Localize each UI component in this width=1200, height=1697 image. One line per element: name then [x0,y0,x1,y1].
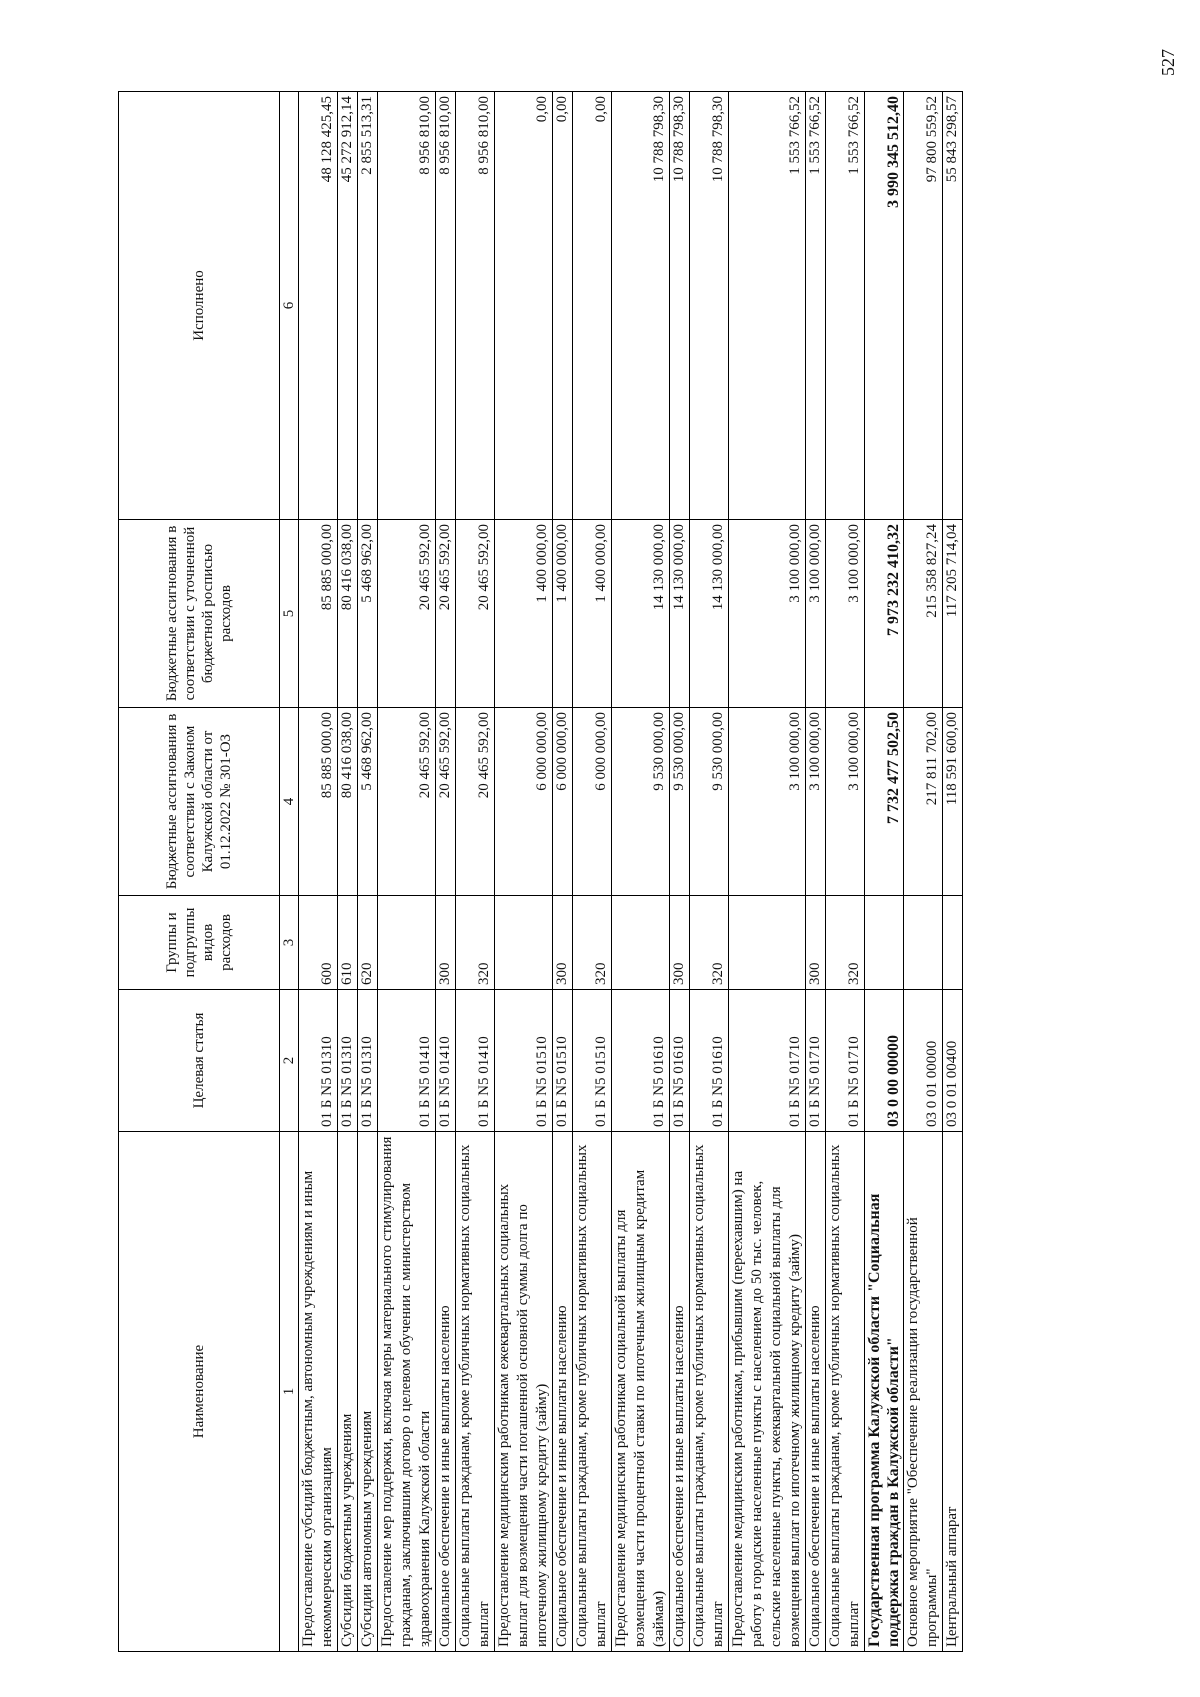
row-law-amount: 6 000 000,00 [553,708,573,896]
header-group: Группы и подгруппы видов расходов [119,896,280,990]
row-refined-amount: 20 465 592,00 [378,520,436,708]
header-row [119,92,280,1652]
table-row [806,92,826,1652]
row-law-amount: 9 530 000,00 [670,708,690,896]
table-row [378,92,436,1652]
row-refined-amount: 20 465 592,00 [456,520,495,708]
row-code: 01 Б N5 01610 [670,990,690,1132]
row-code: 01 Б N5 01410 [436,990,456,1132]
row-executed-amount: 1 553 766,52 [826,92,865,520]
row-law-amount: 85 885 000,00 [299,708,338,896]
row-group: 320 [826,896,865,990]
row-law-amount: 6 000 000,00 [495,708,553,896]
row-code: 01 Б N5 01610 [690,990,729,1132]
row-refined-amount: 3 100 000,00 [806,520,826,708]
row-code: 01 Б N5 01610 [612,990,670,1132]
row-law-amount: 118 591 600,00 [943,708,963,896]
row-name: Социальное обеспечение и иные выплаты населению [553,1132,573,1652]
row-name: Предоставление субсидий бюджетным, автономным учреждениям и иным некоммерческим организациям [299,1132,338,1652]
table-row [456,92,495,1652]
table-row [495,92,553,1652]
row-refined-amount: 3 100 000,00 [826,520,865,708]
row-law-amount: 3 100 000,00 [806,708,826,896]
row-executed-amount: 1 553 766,52 [806,92,826,520]
row-executed-amount: 10 788 798,30 [612,92,670,520]
row-executed-amount: 48 128 425,45 [299,92,338,520]
row-refined-amount: 14 130 000,00 [612,520,670,708]
row-name: Социальное обеспечение и иные выплаты населению [436,1132,456,1652]
row-law-amount: 20 465 592,00 [456,708,495,896]
row-law-amount: 20 465 592,00 [436,708,456,896]
row-law-amount: 217 811 702,00 [904,708,943,896]
row-law-amount: 9 530 000,00 [690,708,729,896]
row-refined-amount: 1 400 000,00 [495,520,553,708]
table-row [865,92,904,1652]
row-refined-amount: 80 416 038,00 [338,520,358,708]
row-executed-amount: 55 843 298,57 [943,92,963,520]
row-name: Субсидии бюджетным учреждениям [338,1132,358,1652]
row-refined-amount: 117 205 714,04 [943,520,963,708]
column-number-row [280,92,299,1652]
row-executed-amount: 10 788 798,30 [690,92,729,520]
table-row [299,92,338,1652]
column-number: 6 [280,92,299,520]
rotated-page-content [118,92,1086,1652]
row-executed-amount: 8 956 810,00 [378,92,436,520]
row-group: 600 [299,896,338,990]
row-law-amount: 6 000 000,00 [573,708,612,896]
row-law-amount: 80 416 038,00 [338,708,358,896]
row-group: 300 [670,896,690,990]
row-code: 01 Б N5 01310 [358,990,378,1132]
row-law-amount: 5 468 962,00 [358,708,378,896]
table-row [670,92,690,1652]
row-law-amount: 3 100 000,00 [826,708,865,896]
row-code: 01 Б N5 01510 [553,990,573,1132]
row-group [865,896,904,990]
table-row [729,92,806,1652]
row-executed-amount: 3 990 345 512,40 [865,92,904,520]
row-refined-amount: 14 130 000,00 [690,520,729,708]
table-row [338,92,358,1652]
row-code: 01 Б N5 01710 [729,990,806,1132]
row-refined-amount: 14 130 000,00 [670,520,690,708]
row-name: Государственная программа Калужской области "Социальная поддержка граждан в Калужской области" [865,1132,904,1652]
row-name: Центральный аппарат [943,1132,963,1652]
table-row [690,92,729,1652]
row-refined-amount: 7 973 232 410,32 [865,520,904,708]
row-name: Основное мероприятие "Обеспечение реализации государственной программы" [904,1132,943,1652]
row-code: 03 0 00 00000 [865,990,904,1132]
row-group: 320 [690,896,729,990]
table-row [943,92,963,1652]
row-executed-amount: 0,00 [553,92,573,520]
row-group: 610 [338,896,358,990]
row-refined-amount: 1 400 000,00 [553,520,573,708]
row-group: 300 [553,896,573,990]
row-name: Субсидии автономным учреждениям [358,1132,378,1652]
table-row [612,92,670,1652]
row-code: 03 0 01 00400 [943,990,963,1132]
row-executed-amount: 0,00 [495,92,553,520]
table-row [904,92,943,1652]
row-refined-amount: 215 358 827,24 [904,520,943,708]
row-executed-amount: 45 272 912,14 [338,92,358,520]
row-group [495,896,553,990]
row-group [378,896,436,990]
row-code: 01 Б N5 01510 [495,990,553,1132]
row-executed-amount: 1 553 766,52 [729,92,806,520]
header-executed: Исполнено [119,92,280,520]
row-law-amount: 7 732 477 502,50 [865,708,904,896]
row-name: Предоставление медицинским работникам, прибывшим (переехавшим) на работу в городские населенные пункты с населением до 50 тыс. человек, сельские населенные пункты, ежеквартальной социальной выплаты для возмещения выплат по ипотечному жилищному кредиту (займу) [729,1132,806,1652]
row-refined-amount: 5 468 962,00 [358,520,378,708]
column-number: 2 [280,990,299,1132]
row-law-amount: 20 465 592,00 [378,708,436,896]
table-row [358,92,378,1652]
budget-table [118,91,963,1652]
row-group: 620 [358,896,378,990]
table-row [826,92,865,1652]
row-refined-amount: 85 885 000,00 [299,520,338,708]
row-group: 300 [806,896,826,990]
row-name: Предоставление медицинским работникам социальной выплаты для возмещения части процентной ставки по ипотечным жилищным кредитам (займам) [612,1132,670,1652]
table-row [573,92,612,1652]
row-code: 01 Б N5 01310 [299,990,338,1132]
table-row [436,92,456,1652]
row-name: Социальные выплаты гражданам, кроме публичных нормативных социальных выплат [573,1132,612,1652]
row-name: Предоставление медицинским работникам ежеквартальных социальных выплат для возмещения части погашенной основной суммы долга по ипотечному жилищному кредиту (займу) [495,1132,553,1652]
row-code: 01 Б N5 01410 [378,990,436,1132]
row-group [729,896,806,990]
row-code: 01 Б N5 01710 [826,990,865,1132]
row-name: Социальные выплаты гражданам, кроме публичных нормативных социальных выплат [690,1132,729,1652]
header-name: Наименование [119,1132,280,1652]
row-refined-amount: 1 400 000,00 [573,520,612,708]
row-group [904,896,943,990]
row-group: 320 [573,896,612,990]
page-number: 527 [1158,49,1178,76]
row-name: Предоставление мер поддержки, включая меры материального стимулирования гражданам, заключившим договор о целевом обучении с министерством здравоохранения Калужской области [378,1132,436,1652]
row-code: 03 0 01 00000 [904,990,943,1132]
column-number: 3 [280,896,299,990]
table-body [299,92,963,1652]
row-executed-amount: 10 788 798,30 [670,92,690,520]
row-executed-amount: 0,00 [573,92,612,520]
column-number: 5 [280,520,299,708]
row-code: 01 Б N5 01510 [573,990,612,1132]
row-group: 320 [456,896,495,990]
row-code: 01 Б N5 01310 [338,990,358,1132]
header-refined: Бюджетные ассигнования в соответствии с уточненной бюджетной росписью расходов [119,520,280,708]
row-group [612,896,670,990]
row-name: Социальное обеспечение и иные выплаты населению [670,1132,690,1652]
row-code: 01 Б N5 01410 [456,990,495,1132]
header-code: Целевая статья [119,990,280,1132]
row-name: Социальные выплаты гражданам, кроме публичных нормативных социальных выплат [456,1132,495,1652]
row-name: Социальные выплаты гражданам, кроме публичных нормативных социальных выплат [826,1132,865,1652]
column-number: 4 [280,708,299,896]
column-number: 1 [280,1132,299,1652]
row-code: 01 Б N5 01710 [806,990,826,1132]
row-law-amount: 9 530 000,00 [612,708,670,896]
row-executed-amount: 8 956 810,00 [456,92,495,520]
row-executed-amount: 2 855 513,31 [358,92,378,520]
row-refined-amount: 20 465 592,00 [436,520,456,708]
row-name: Социальное обеспечение и иные выплаты населению [806,1132,826,1652]
header-law: Бюджетные ассигнования в соответствии с Законом Калужской области от 01.12.2022 № 301-ОЗ [119,708,280,896]
row-group: 300 [436,896,456,990]
row-law-amount: 3 100 000,00 [729,708,806,896]
row-executed-amount: 8 956 810,00 [436,92,456,520]
table-row [553,92,573,1652]
row-refined-amount: 3 100 000,00 [729,520,806,708]
row-group [943,896,963,990]
row-executed-amount: 97 800 559,52 [904,92,943,520]
